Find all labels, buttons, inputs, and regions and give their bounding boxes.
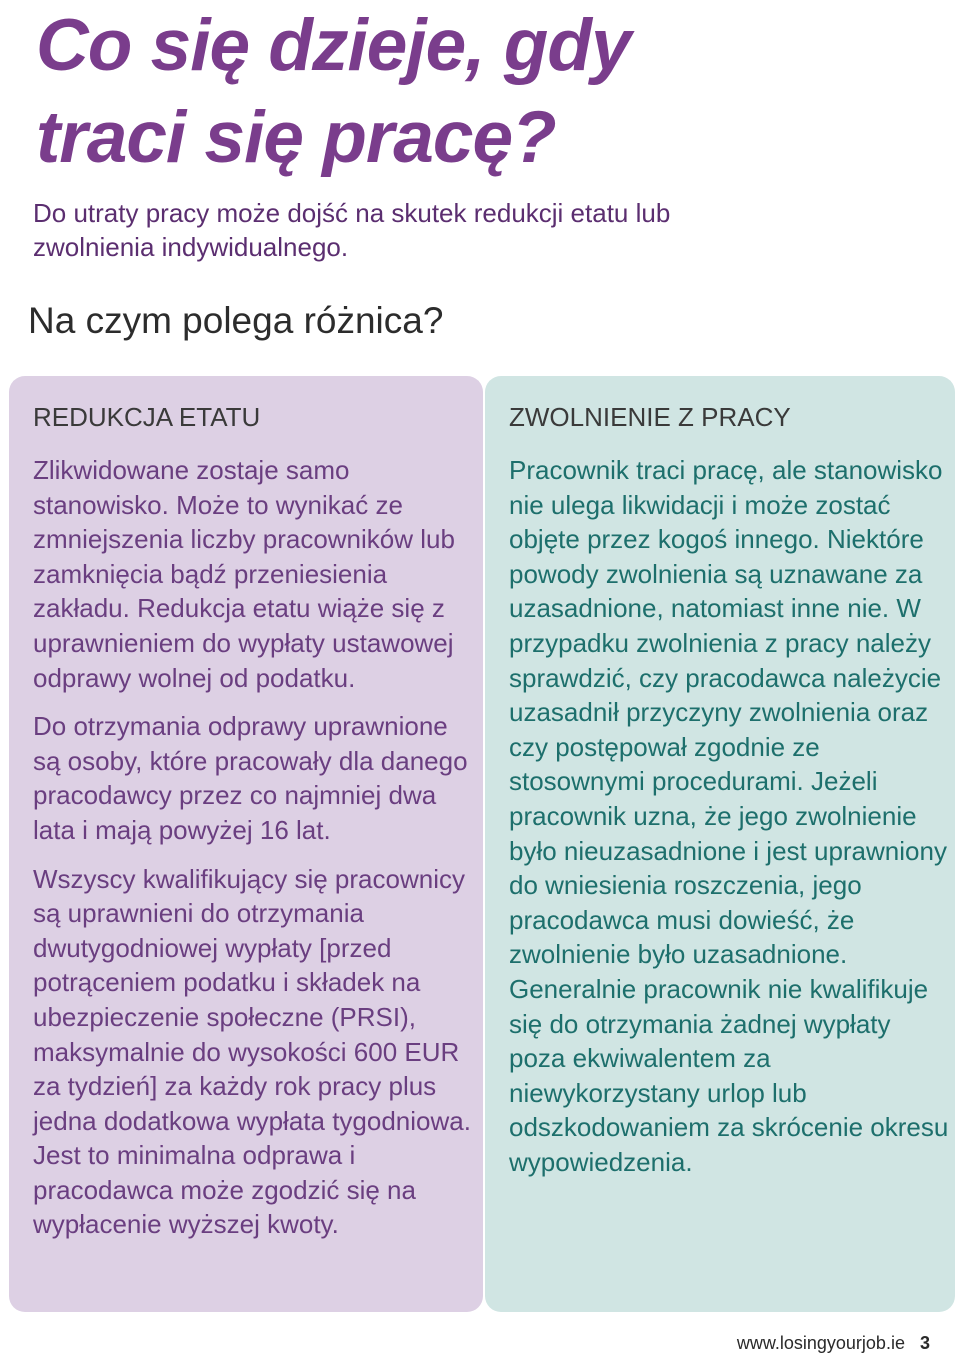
page-number: 3 [919,1333,930,1353]
redundancy-paragraph-1: Zlikwidowane zostaje samo stanowisko. Może to wynikać ze zmniejszenia liczby pracowników lub zamknięcia bądź przeniesienia zakładu. Redukcja etatu wiąże się z uprawnieniem do wypłaty ustawowej odprawy wolnej od podatku. [33,455,455,693]
page-title-line-1: Co się dzieje, gdy [36,5,631,86]
dismissal-panel [485,376,955,1312]
section-subheading: Na czym polega różnica? [28,300,444,341]
redundancy-panel [9,376,483,1312]
dismissal-paragraph-1: Pracownik traci pracę, ale stanowisko nie ulega likwidacji i może zostać objęte przez kogoś innego. Niektóre powody zwolnienia są uznawane za uzasadnione, natomiast inne nie. W przypadku zwolnienia z pracy należy sprawdzić, czy pracodawca należycie uzasadnił przyczyny zwolnienia oraz czy postępował zgodnie ze stosownymi procedurami. Jeżeli pracownik uzna, że jego zwolnienie było nieuzasadnione i jest uprawniony do wniesienia roszczenia, jego pracodawca musi dowieść, że zwolnienie było uzasadnione. Generalnie pracownik nie kwalifikuje się do otrzymania żadnej wypłaty poza ekwiwalentem za niewykorzystany urlop lub odszkodowaniem za skrócenie okresu wypowiedzenia. [509,455,949,1177]
page-footer [737,1331,930,1355]
intro-text: Do utraty pracy może dojść na skutek redukcji etatu lub zwolnienia indywidualnego. [33,198,671,262]
page-title [36,0,631,184]
page-title-line-2: traci się pracę? [36,97,556,178]
redundancy-paragraph-2: Do otrzymania odprawy uprawnione są osoby, które pracowały dla danego pracodawcy przez co najmniej dwa lata i mają powyżej 16 lat. [33,711,468,845]
footer-url[interactable]: www.losingyourjob.ie [736,1333,905,1353]
dismissal-heading: ZWOLNIENIE Z PRACY [509,402,791,432]
redundancy-heading: REDUKCJA ETATU [33,402,261,432]
redundancy-paragraph-3: Wszyscy kwalifikujący się pracownicy są uprawnieni do otrzymania dwutygodniowej wypłaty [przed potrąceniem podatku i składek na ubezpieczenie społeczne (PRSI), maksymalnie do wysokości 600 EUR za tydzień] za każdy rok pracy plus jedna dodatkowa wypłata tygodniowa. Jest to minimalna odprawa i pracodawca może zgodzić się na wypłacenie wyższej kwoty. [33,863,471,1240]
